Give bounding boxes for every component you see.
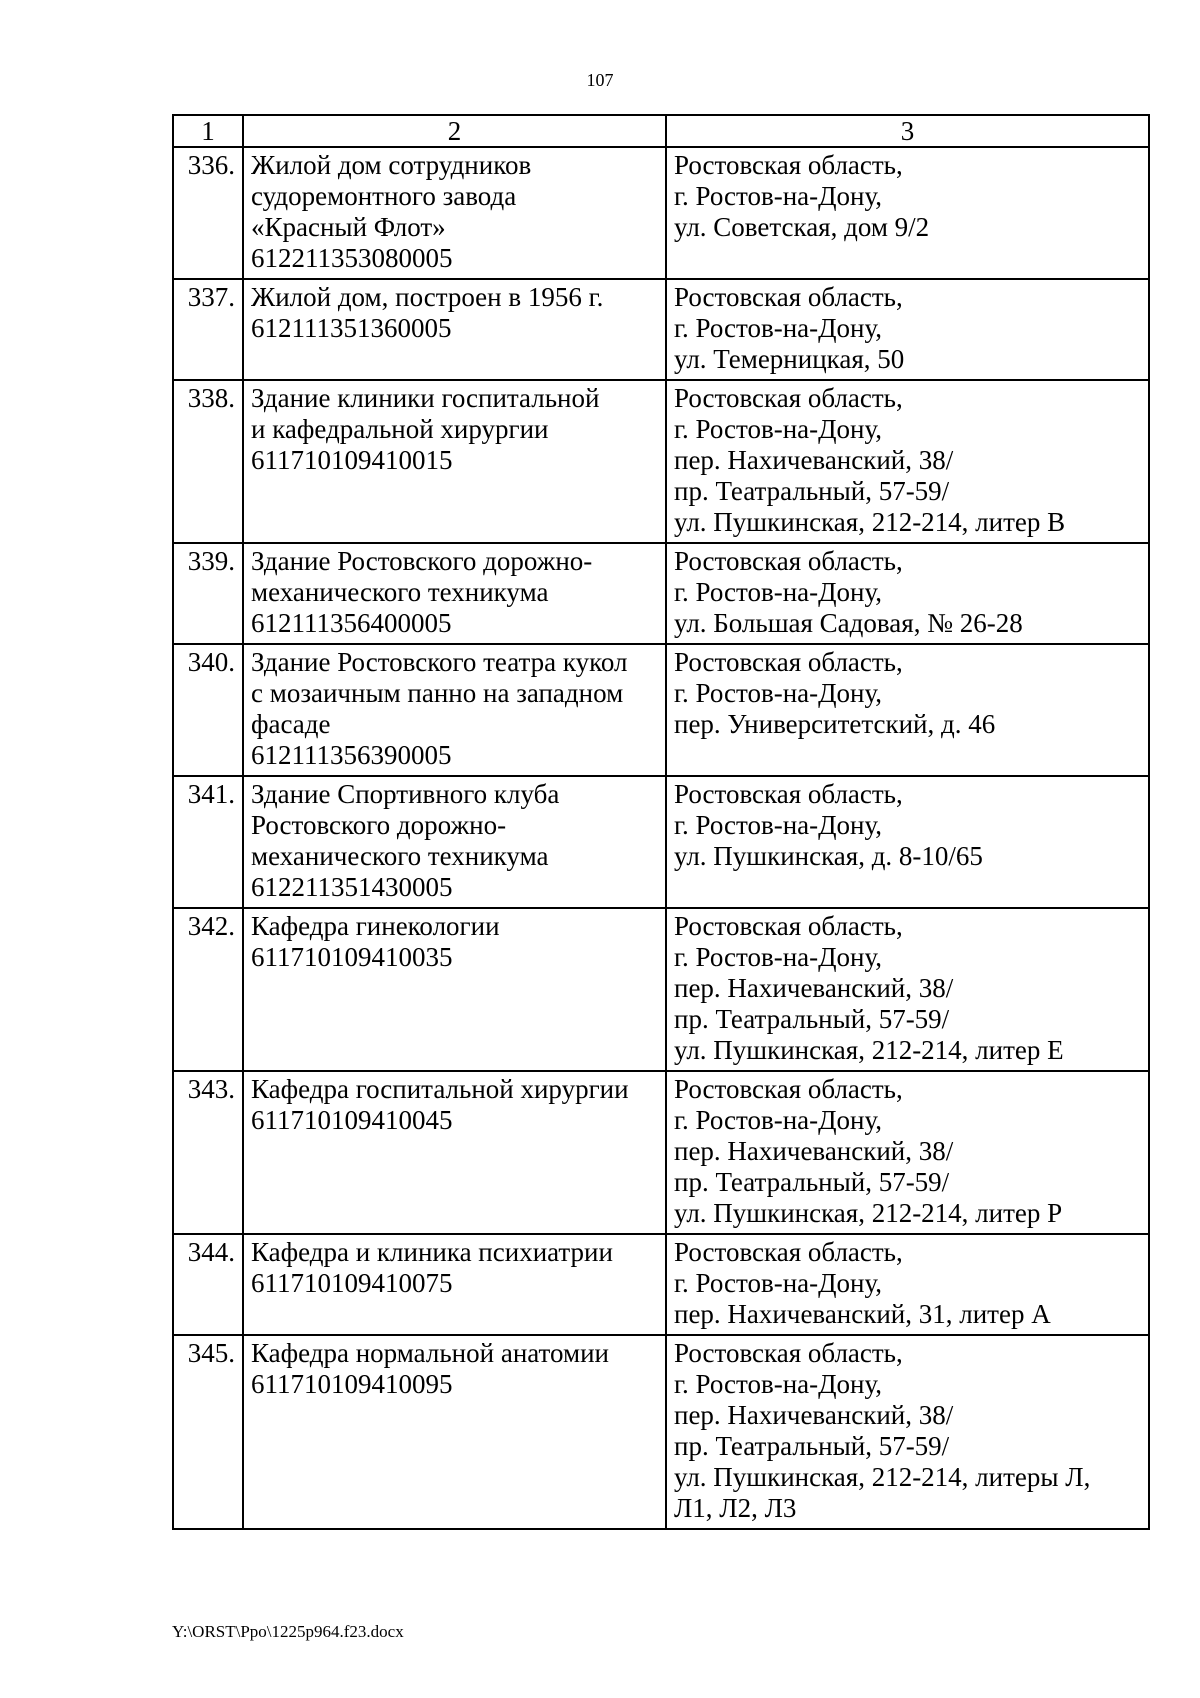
address-cell	[666, 1071, 1149, 1234]
page-number: 107	[586, 70, 614, 90]
address-line: Л1, Л2, Л3	[674, 1493, 797, 1523]
table-row	[173, 279, 1149, 380]
address-line: пер. Нахичеванский, 31, литер А	[674, 1299, 1051, 1329]
object-name-line: Жилой дом, построен в 1956 г.	[251, 282, 604, 312]
object-name-line: 611710109410035	[251, 942, 453, 972]
address-line: ул. Пушкинская, 212-214, литер В	[674, 507, 1066, 537]
address-line: г. Ростов-на-Дону,	[674, 942, 883, 972]
address-line: пр. Театральный, 57-59/	[674, 1167, 950, 1197]
address-line: Ростовская область,	[674, 1074, 903, 1104]
address-line: пер. Нахичеванский, 38/	[674, 1136, 954, 1166]
object-name-line: 612111351360005	[251, 313, 452, 343]
header-cell-2: 2	[243, 115, 666, 147]
address-line: Ростовская область,	[674, 1237, 903, 1267]
address-cell	[666, 279, 1149, 380]
object-name-line: 612211353080005	[251, 243, 453, 273]
address-line: г. Ростов-на-Дону,	[674, 181, 883, 211]
address-line: г. Ростов-на-Дону,	[674, 810, 883, 840]
object-name-line: Кафедра госпитальной хирургии	[251, 1074, 629, 1104]
address-line: ул. Большая Садовая, № 26-28	[674, 608, 1023, 638]
row-number: 342.	[173, 908, 243, 1071]
object-name-line: 611710109410045	[251, 1105, 453, 1135]
address-line: Ростовская область,	[674, 779, 903, 809]
address-line: пр. Театральный, 57-59/	[674, 1004, 950, 1034]
address-line: Ростовская область,	[674, 1338, 903, 1368]
header-cell-3: 3	[666, 115, 1149, 147]
object-name-line: 611710109410075	[251, 1268, 453, 1298]
row-number: 343.	[173, 1071, 243, 1234]
row-number: 341.	[173, 776, 243, 908]
address-cell	[666, 1234, 1149, 1335]
address-line: г. Ростов-на-Дону,	[674, 577, 883, 607]
table-row	[173, 147, 1149, 279]
address-line: г. Ростов-на-Дону,	[674, 1268, 883, 1298]
address-cell	[666, 147, 1149, 279]
object-name-line: Здание клиники госпитальной	[251, 383, 600, 413]
row-number: 336.	[173, 147, 243, 279]
object-name-line: механического техникума	[251, 841, 549, 871]
object-name-line: 612111356400005	[251, 608, 452, 638]
table-row	[173, 1071, 1149, 1234]
address-cell	[666, 644, 1149, 776]
address-line: ул. Пушкинская, д. 8-10/65	[674, 841, 983, 871]
table-row	[173, 644, 1149, 776]
address-line: Ростовская область,	[674, 383, 903, 413]
object-name-cell	[243, 380, 666, 543]
object-name-line: и кафедральной хирургии	[251, 414, 549, 444]
file-path-footer: Y:\ORST\Ppo\1225p964.f23.docx	[172, 1622, 404, 1641]
address-line: Ростовская область,	[674, 911, 903, 941]
object-name-cell	[243, 908, 666, 1071]
object-name-cell	[243, 776, 666, 908]
address-line: ул. Пушкинская, 212-214, литер Е	[674, 1035, 1064, 1065]
header-cell-1: 1	[173, 115, 243, 147]
row-number: 338.	[173, 380, 243, 543]
address-line: Ростовская область,	[674, 150, 903, 180]
address-line: ул. Пушкинская, 212-214, литер Р	[674, 1198, 1063, 1228]
object-name-cell	[243, 279, 666, 380]
address-line: ул. Советская, дом 9/2	[674, 212, 930, 242]
address-line: г. Ростов-на-Дону,	[674, 678, 883, 708]
address-line: пер. Университетский, д. 46	[674, 709, 996, 739]
object-name-cell	[243, 1234, 666, 1335]
address-line: Ростовская область,	[674, 546, 903, 576]
address-line: пер. Нахичеванский, 38/	[674, 1400, 954, 1430]
object-name-cell	[243, 147, 666, 279]
address-line: ул. Темерницкая, 50	[674, 344, 905, 374]
address-line: пер. Нахичеванский, 38/	[674, 445, 954, 475]
object-name-line: «Красный Флот»	[251, 212, 446, 242]
address-cell	[666, 543, 1149, 644]
object-name-line: 612211351430005	[251, 872, 453, 902]
address-line: ул. Пушкинская, 212-214, литеры Л,	[674, 1462, 1091, 1492]
address-line: г. Ростов-на-Дону,	[674, 414, 883, 444]
object-name-cell	[243, 644, 666, 776]
row-number: 340.	[173, 644, 243, 776]
object-name-line: Кафедра нормальной анатомии	[251, 1338, 609, 1368]
object-name-line: Кафедра и клиника психиатрии	[251, 1237, 613, 1267]
table-row	[173, 776, 1149, 908]
address-cell	[666, 380, 1149, 543]
address-line: пер. Нахичеванский, 38/	[674, 973, 954, 1003]
object-name-line: 611710109410015	[251, 445, 453, 475]
address-cell	[666, 1335, 1149, 1529]
address-line: пр. Театральный, 57-59/	[674, 1431, 950, 1461]
object-name-line: Кафедра гинекологии	[251, 911, 500, 941]
address-line: г. Ростов-на-Дону,	[674, 1105, 883, 1135]
object-name-line: Здание Спортивного клуба	[251, 779, 560, 809]
table-row	[173, 1335, 1149, 1529]
object-name-line: Здание Ростовского дорожно-	[251, 546, 593, 576]
object-name-line: механического техникума	[251, 577, 549, 607]
address-cell	[666, 776, 1149, 908]
address-cell	[666, 908, 1149, 1071]
row-number: 339.	[173, 543, 243, 644]
object-name-line: Жилой дом сотрудников	[251, 150, 532, 180]
object-name-line: судоремонтного завода	[251, 181, 517, 211]
table-row	[173, 543, 1149, 644]
table-row	[173, 1234, 1149, 1335]
row-number: 337.	[173, 279, 243, 380]
row-number: 345.	[173, 1335, 243, 1529]
row-number: 344.	[173, 1234, 243, 1335]
table-row	[173, 908, 1149, 1071]
object-name-line: с мозаичным панно на западном	[251, 678, 624, 708]
object-name-line: Ростовского дорожно-	[251, 810, 507, 840]
heritage-registry-table	[172, 114, 1150, 1530]
address-line: г. Ростов-на-Дону,	[674, 1369, 883, 1399]
address-line: Ростовская область,	[674, 282, 903, 312]
header-row	[173, 115, 1149, 147]
object-name-cell	[243, 1335, 666, 1529]
object-name-line: 612111356390005	[251, 740, 452, 770]
object-name-cell	[243, 543, 666, 644]
object-name-line: 611710109410095	[251, 1369, 453, 1399]
table-row	[173, 380, 1149, 543]
address-line: г. Ростов-на-Дону,	[674, 313, 883, 343]
object-name-line: Здание Ростовского театра кукол	[251, 647, 628, 677]
address-line: Ростовская область,	[674, 647, 903, 677]
object-name-cell	[243, 1071, 666, 1234]
object-name-line: фасаде	[251, 709, 331, 739]
address-line: пр. Театральный, 57-59/	[674, 476, 950, 506]
